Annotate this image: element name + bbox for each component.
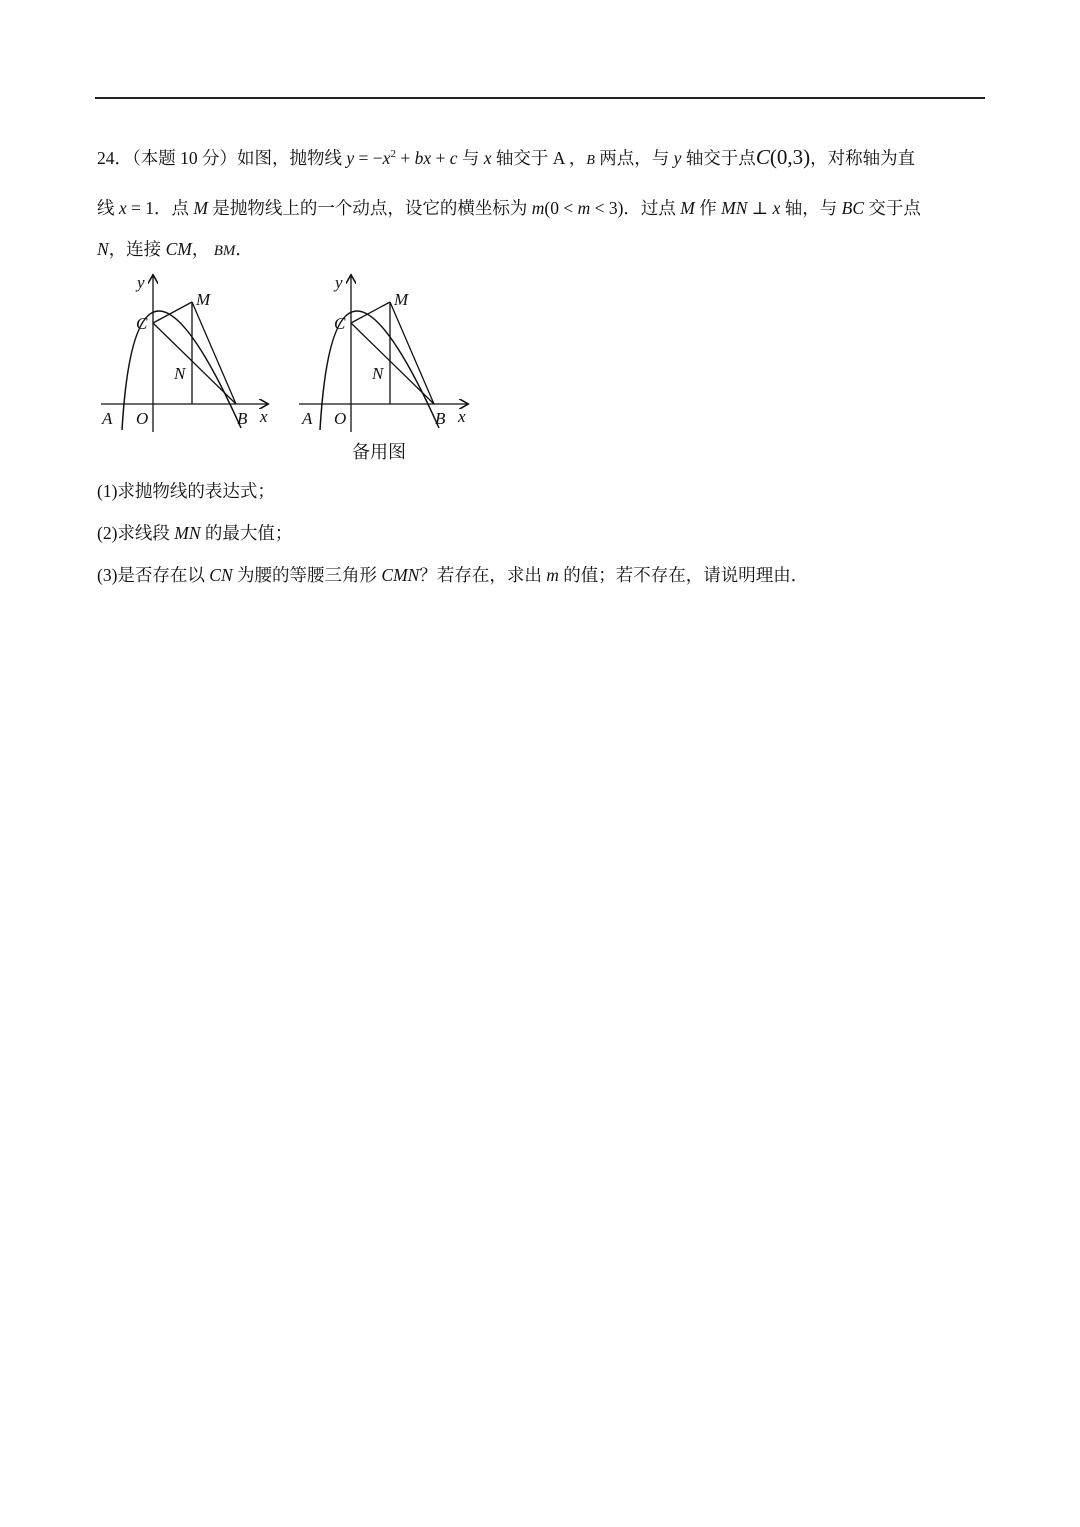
text: 交于点 [864, 198, 921, 218]
segment-CM-line [351, 302, 390, 323]
text: (0 < [544, 198, 578, 218]
label-A: A [102, 409, 113, 428]
eq-operator: = − [354, 148, 383, 168]
header-rule [95, 97, 985, 99]
figure-caption: 备用图 [352, 442, 406, 462]
parabola-diagram [97, 268, 272, 440]
label-x: x [458, 407, 466, 426]
question-1: (1)求抛物线的表达式； [97, 481, 275, 501]
var-m: m [531, 198, 545, 218]
label-C: C [136, 314, 148, 333]
var-B: B [586, 153, 595, 168]
eq-operator: + [395, 148, 415, 168]
text: 作 [694, 198, 722, 218]
point-C-coord: (0,3) [769, 145, 811, 169]
point-C: C [755, 145, 770, 169]
text: 的最大值； [200, 523, 293, 543]
var-m: m [546, 565, 559, 585]
text: ，连接 [108, 239, 166, 259]
eq-var-x: x [382, 148, 391, 168]
text: 为腰的等腰三角形 [232, 565, 382, 585]
eq-term-c: c [449, 148, 458, 168]
text: ，对称轴为直 [810, 148, 916, 168]
var-m: m [577, 198, 591, 218]
text: 轴，与 [780, 198, 842, 218]
problem-line-2 [97, 193, 985, 223]
text: ． [235, 239, 253, 259]
var-x: x [118, 198, 127, 218]
parabola-diagram-spare [295, 268, 470, 440]
text: < 3) [590, 198, 624, 218]
segment-BM-line [390, 302, 434, 404]
text: (3)是否存在以 [97, 565, 210, 585]
eq-exponent: 2 [390, 148, 396, 160]
problem-number: 24．（本题 10 分）如图，抛物线 [97, 148, 342, 168]
label-O: O [136, 409, 149, 428]
segment-MN: MN [174, 523, 201, 543]
text: 轴交于 A ， [491, 148, 587, 168]
problem-line-1 [97, 142, 985, 176]
text: 是抛物线上的一个动点，设它的横坐标为 [207, 198, 532, 218]
eq-var-y: y [346, 148, 355, 168]
text: 的值；若不存在，请说明理由． [558, 565, 809, 585]
text: (2)求线段 [97, 523, 175, 543]
segment-BC-line [351, 323, 434, 404]
point-M: M [193, 198, 208, 218]
eq-operator: + [431, 148, 450, 168]
label-M: M [394, 290, 409, 309]
label-M: M [196, 290, 211, 309]
segment-BC: BC [841, 198, 864, 218]
point-M: M [680, 198, 695, 218]
perp-symbol: ⊥ [747, 198, 773, 218]
text: 与 [457, 148, 484, 168]
text: ， [191, 239, 214, 259]
figure-spare [295, 268, 470, 440]
question-3 [97, 562, 808, 588]
text: = 1 [126, 198, 155, 218]
segment-CM-line [153, 302, 192, 323]
label-A: A [302, 409, 313, 428]
text: 线 [97, 198, 119, 218]
figure-main [97, 268, 272, 440]
text: ．过点 [623, 198, 681, 218]
triangle-CMN: CMN [381, 565, 420, 585]
text: 轴交于点 [681, 148, 756, 168]
segment-BM-line [192, 302, 236, 404]
label-y: y [137, 273, 145, 292]
label-x: x [260, 407, 268, 426]
segment-CN: CN [209, 565, 233, 585]
var-x: x [483, 148, 492, 168]
var-x: x [772, 198, 781, 218]
text: 两点，与 [594, 148, 674, 168]
text: ．点 [154, 198, 194, 218]
segment-MN: MN [721, 198, 748, 218]
problem-line-3 [97, 234, 985, 266]
label-O: O [334, 409, 347, 428]
label-B: B [435, 409, 446, 428]
label-N: N [174, 364, 186, 383]
point-N: N [97, 239, 109, 259]
label-B: B [237, 409, 248, 428]
question-2 [97, 520, 292, 546]
segment-BC-line [153, 323, 236, 404]
label-N: N [372, 364, 384, 383]
var-y: y [673, 148, 682, 168]
eq-term-bx: bx [414, 148, 432, 168]
segment-CM: CM [165, 239, 192, 259]
label-y: y [335, 273, 343, 292]
label-C: C [334, 314, 346, 333]
text: ？若存在，求出 [419, 565, 547, 585]
segment-BM: BM [213, 243, 236, 259]
